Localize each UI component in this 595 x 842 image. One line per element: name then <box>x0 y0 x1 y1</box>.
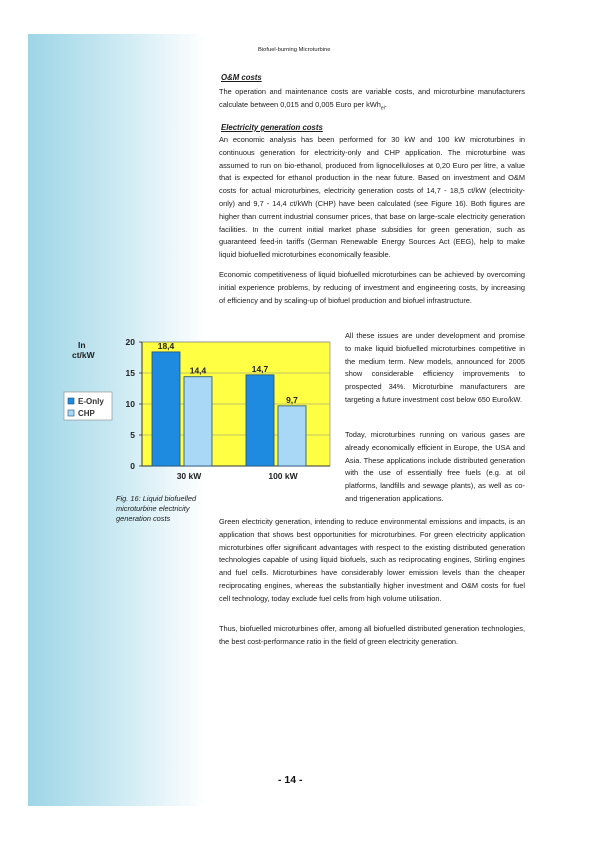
cost-chart-svg <box>62 334 335 484</box>
figure-caption: Fig. 16: Liquid biofuelled microturbine electricity generation costs <box>116 494 197 523</box>
om-subscript: el <box>380 105 385 112</box>
cost-chart <box>62 334 335 484</box>
green-paragraph <box>219 516 525 606</box>
y-axis-label-line2: ct/kW <box>72 350 95 360</box>
data-label: 14,4 <box>189 365 207 376</box>
y-tick-label: 20 <box>125 337 135 347</box>
bar-chp <box>278 406 306 466</box>
legend-swatch <box>68 410 74 416</box>
x-tick-label: 30 kW <box>176 471 202 481</box>
y-tick-label: 0 <box>130 461 135 471</box>
today-paragraph <box>345 429 525 506</box>
electricity-paragraph <box>219 134 525 262</box>
conclusion-text: Thus, biofuelled microturbines offer, among all biofuelled distributed generation technologies, the best cost-performance ratio in the field of green electricity generation. <box>219 624 525 646</box>
development-text: All these issues are under development and promise to make liquid biofuelled microturbines competitive in the medium term. New models, announced for 2005 show considerable efficiency improvements to prospected 34%. Microturbine manufacturers are targeting a future investment cost below 650 Euro/kW. <box>345 331 525 404</box>
om-paragraph <box>219 86 525 115</box>
data-label: 18,4 <box>157 340 175 351</box>
page-number: - 14 - <box>278 774 303 786</box>
om-end: . <box>384 99 387 109</box>
legend-label: E-Only <box>78 397 104 406</box>
data-label: 9,7 <box>286 394 298 405</box>
electricity-text: An economic analysis has been performed for 30 kW and 100 kW microturbines in continuous generation for electricity-only and CHP application. The microturbine was assumed to run on bio-ethanol, produced from lignocelluloses at 0,20 Euro per litre, a value that is expected for ethanol production in the near future. Based on investment and O&M costs for actual microturbines, electricity generation costs of 14,7 - 18,5 ct/kW (electricity-only) and 9,7 - 14,4 ct/kWh (CHP) have been calculated (see Figure 16). Both figures are higher than current industrial consumer prices, that base on large-scale electricity generation facilities. In the current initial market phase subsidies for green generation, such as guaranteed feed-in tariffs (German Renewable Energy Sources Act (EEG), help to make liquid biofuelled microturbines economically feasible. <box>219 135 525 260</box>
y-tick-label: 10 <box>125 399 135 409</box>
legend-label: CHP <box>78 409 95 418</box>
y-tick-label: 15 <box>125 368 135 378</box>
bar-chp <box>184 377 212 466</box>
conclusion-paragraph <box>219 623 525 649</box>
om-text: The operation and maintenance costs are variable costs, and microturbine manufacturers calculate between 0,015 and 0,005 Euro per kWh <box>219 87 525 109</box>
om-heading: O&M costs <box>221 73 262 82</box>
development-paragraph <box>345 330 525 407</box>
today-text: Today, microturbines running on various gases are already economically efficient in Europe, the USA and Asia. These applications include distributed generation with the use of essentially free fuels (e.g. at oil platforms, landfills and sewage plants), as well as co- and trigeneration applications. <box>345 430 525 503</box>
competitive-paragraph <box>219 269 525 307</box>
y-tick-label: 5 <box>130 430 135 440</box>
bar-e-only <box>246 375 274 466</box>
y-axis-label-line1: In <box>78 340 86 350</box>
running-header: Biofuel-burning Microturbine <box>258 47 331 53</box>
bar-e-only <box>152 352 180 466</box>
legend-swatch <box>68 398 74 404</box>
x-tick-label: 100 kW <box>268 471 298 481</box>
electricity-heading: Electricity generation costs <box>221 123 323 132</box>
competitive-text: Economic competitiveness of liquid biofuelled microturbines can be achieved by overcoming initial experience problems, by reducing of investment and engineering costs, by increasing of efficiency and by scaling-up of biofuel production and biofuel infrastructure. <box>219 270 525 305</box>
data-label: 14,7 <box>251 363 269 374</box>
green-text: Green electricity generation, intending to reduce environmental emissions and impacts, is an application that shows best opportunities for microturbines. For green electricity application microturbines offer significant advantages with respect to the existing distributed generation technologies capable of using liquid biofuels, such as reciprocating engines, Stirling engines and fuel cells. Microturbines have considerably lower emission levels than the cheaper reciprocating engines, whereas the substantially higher investment and O&M costs for fuel cell technology, today exclude fuel cells from high volume utilisation. <box>219 517 525 603</box>
